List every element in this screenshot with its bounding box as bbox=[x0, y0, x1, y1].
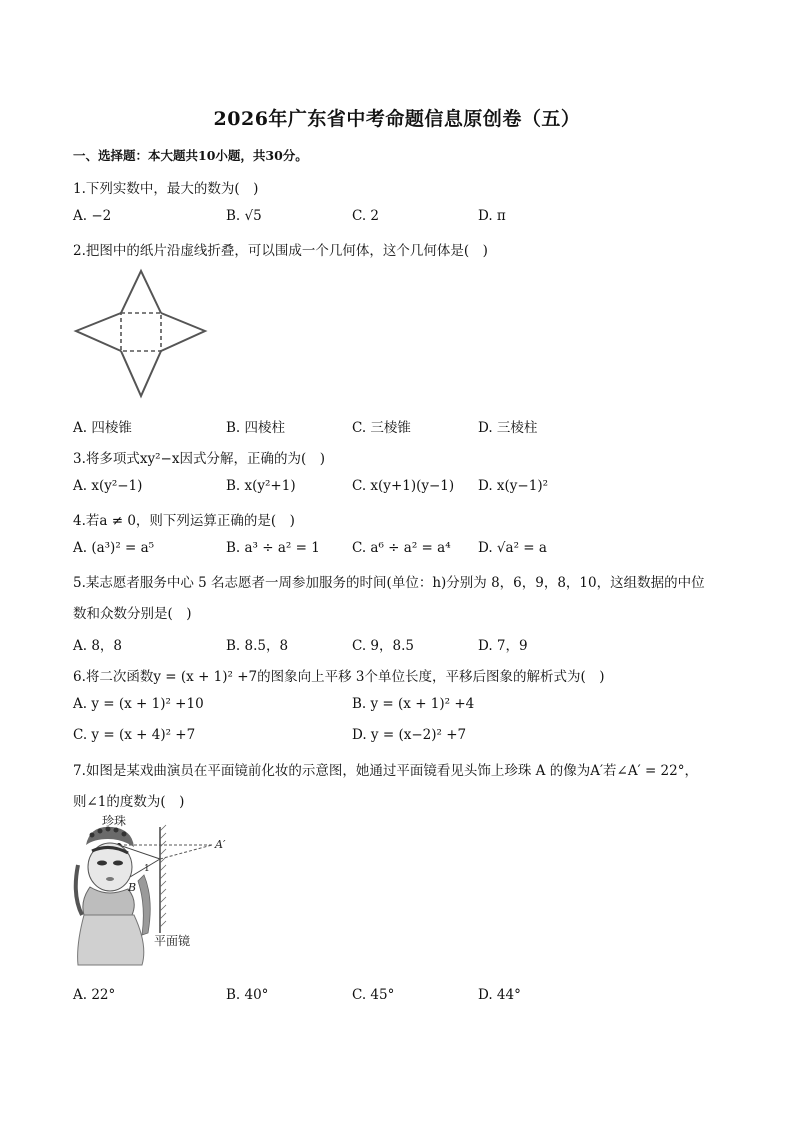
label-a-prime: A′ bbox=[215, 838, 226, 851]
q6-option-d: D. y = (x−2)² +7 bbox=[352, 727, 467, 743]
net-bottom-triangle bbox=[121, 351, 161, 396]
q7-option-d: D. 44° bbox=[478, 987, 521, 1003]
net-right-triangle bbox=[161, 313, 205, 351]
question-4-stem: 4.若a ≠ 0，则下列运算正确的是( ) bbox=[73, 513, 295, 529]
label-b: B bbox=[128, 881, 137, 894]
q6-option-c: C. y = (x + 4)² +7 bbox=[73, 727, 196, 743]
q6-option-a: A. y = (x + 1)² +10 bbox=[73, 696, 204, 712]
mirror-makeup-figure bbox=[72, 815, 237, 975]
label-mirror: 平面镜 bbox=[154, 934, 191, 948]
q5-option-c: C. 9，8.5 bbox=[352, 638, 414, 654]
q4-option-a: A. (a³)² = a⁵ bbox=[73, 540, 155, 556]
net-top-triangle bbox=[121, 271, 161, 313]
q7-option-b: B. 40° bbox=[226, 987, 269, 1003]
q7-option-c: C. 45° bbox=[352, 987, 395, 1003]
q4-option-b: B. a³ ÷ a² = 1 bbox=[226, 540, 320, 556]
q5-option-a: A. 8，8 bbox=[73, 638, 123, 654]
q4-option-c: C. a⁶ ÷ a² = a⁴ bbox=[352, 540, 451, 556]
q4-option-d: D. √a² = a bbox=[478, 540, 547, 556]
q3-option-c: C. x(y+1)(y−1) bbox=[352, 478, 455, 494]
fan bbox=[138, 875, 150, 935]
q5-option-b: B. 8.5，8 bbox=[226, 638, 289, 654]
q1-option-c: C. 2 bbox=[352, 208, 380, 224]
question-7-stem-line-2: 则∠1的度数为( ) bbox=[73, 794, 185, 810]
section-heading: 一、选择题：本大题共10小题，共30分。 bbox=[73, 148, 308, 163]
q2-option-c: C. 三棱锥 bbox=[352, 420, 411, 436]
q1-option-a: A. −2 bbox=[73, 208, 112, 224]
question-6-stem: 6.将二次函数y = (x + 1)² +7的图象向上平移 3个单位长度，平移后图象的解析式为( ) bbox=[73, 669, 605, 685]
mirror-hatching bbox=[160, 825, 166, 927]
image-ray-dashed bbox=[160, 845, 212, 859]
question-5-stem-line-2: 数和众数分别是( ) bbox=[73, 606, 192, 622]
page-title: 2026年广东省中考命题信息原创卷（五） bbox=[213, 108, 581, 130]
question-3-stem: 3.将多项式xy²−x因式分解，正确的为( ) bbox=[73, 451, 325, 467]
opera-performer-figure bbox=[76, 827, 151, 966]
net-left-triangle bbox=[76, 313, 121, 351]
q7-option-a: A. 22° bbox=[73, 987, 116, 1003]
q3-option-a: A. x(y²−1) bbox=[73, 478, 143, 494]
q6-option-b: B. y = (x + 1)² +4 bbox=[352, 696, 475, 712]
q1-option-d: D. π bbox=[478, 208, 506, 224]
costume-robe bbox=[78, 915, 144, 965]
question-1-stem: 1.下列实数中，最大的数为( ) bbox=[73, 181, 259, 197]
q3-option-d: D. x(y−1)² bbox=[478, 478, 549, 494]
question-7-stem-line-1: 7.如图是某戏曲演员在平面镜前化妆的示意图，她通过平面镜看见头饰上珍珠 A 的像为A′若∠A′ = 22°， bbox=[73, 763, 698, 779]
question-5-stem-line-1: 5.某志愿者服务中心 5 名志愿者一周参加服务的时间(单位：h)分别为 8，6，9，8，10，这组数据的中位 bbox=[73, 575, 705, 591]
q5-option-d: D. 7，9 bbox=[478, 638, 528, 654]
q1-option-b: B. √5 bbox=[226, 208, 262, 224]
question-2-stem: 2.把图中的纸片沿虚线折叠，可以围成一个几何体，这个几何体是( ) bbox=[73, 243, 488, 259]
net-base-square-dashed bbox=[121, 313, 161, 351]
q2-option-d: D. 三棱柱 bbox=[478, 420, 538, 436]
q2-option-a: A. 四棱锥 bbox=[73, 420, 132, 436]
q3-option-b: B. x(y²+1) bbox=[226, 478, 296, 494]
q2-option-b: B. 四棱柱 bbox=[226, 420, 286, 436]
label-pearl: 珍珠 bbox=[102, 814, 127, 828]
pyramid-net-figure bbox=[72, 268, 212, 403]
label-angle-1: 1 bbox=[144, 864, 150, 874]
